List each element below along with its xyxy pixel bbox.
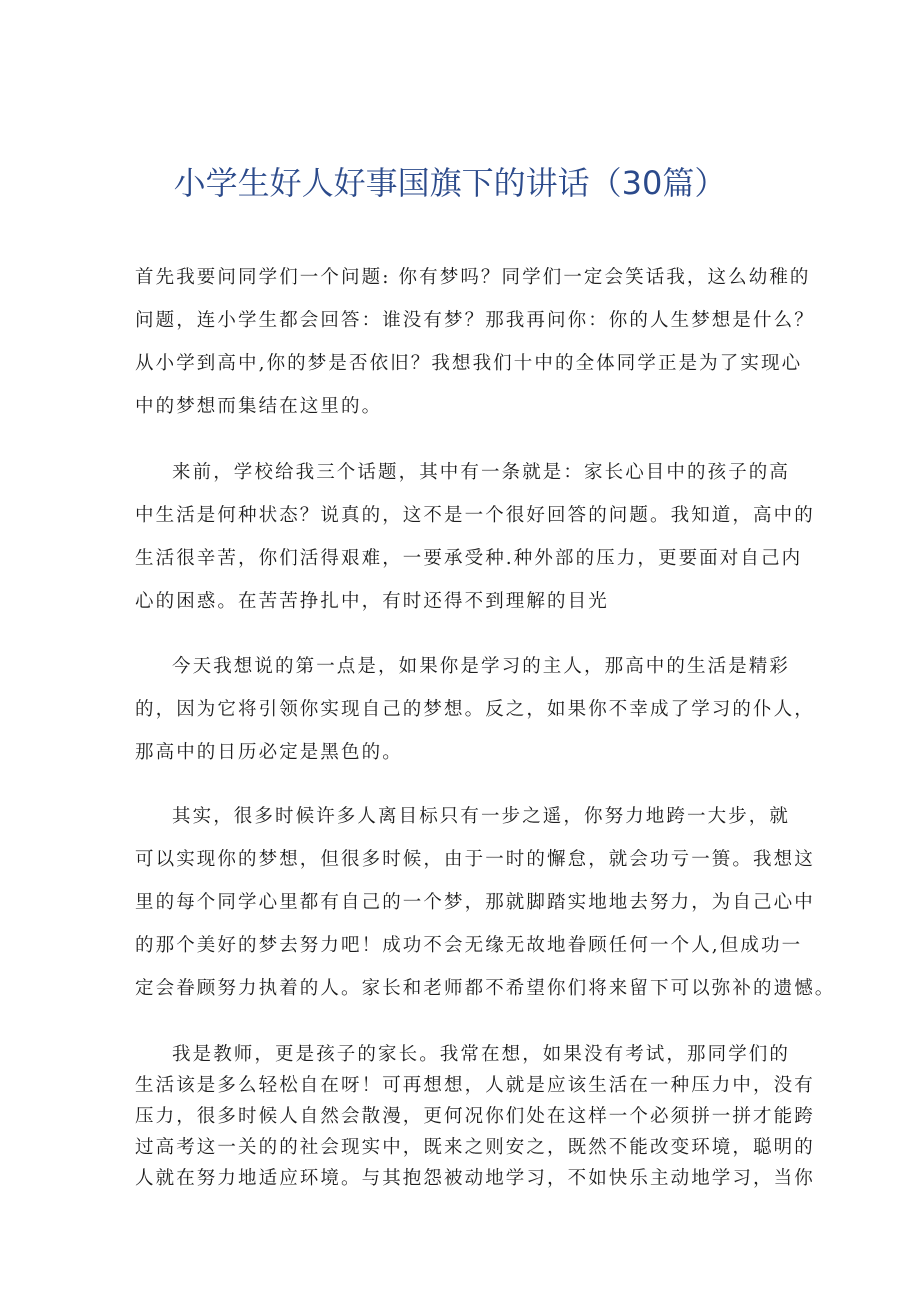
paragraph-line: 压力，很多时候人自然会散漫，更何况你们处在这样一个必须拼一拼才能跨 [135, 1106, 815, 1127]
paragraph-line: 的，因为它将引领你实现自己的梦想。反之，如果你不幸成了学习的仆人， [135, 699, 815, 720]
paragraph-line: 来前，学校给我三个话题，其中有一条就是：家长心目中的孩子的高 [172, 462, 791, 483]
paragraph-line: 我是教师，更是孩子的家长。我常在想，如果没有考试，那同学们的 [172, 1044, 791, 1065]
paragraph-line: 今天我想说的第一点是，如果你是学习的主人，那高中的生活是精彩 [172, 656, 791, 677]
paragraph-line: 生活该是多么轻松自在呀！可再想想，人就是应该生活在一种压力中，没有 [135, 1075, 815, 1096]
paragraph-line: 中生活是何种状态？说真的，这不是一个很好回答的问题。我知道，高中的 [135, 505, 815, 526]
paragraph-line: 其实，很多时候许多人离目标只有一步之遥，你努力地跨一大步，就 [172, 806, 791, 827]
paragraph-line: 中的梦想而集结在这里的。 [135, 396, 383, 417]
paragraph-line: 问题，连小学生都会回答：谁没有梦？那我再问你：你的人生梦想是什么？ [135, 310, 815, 331]
paragraph-line: 人就在努力地适应环境。与其抱怨被动地学习，不如快乐主动地学习，当你 [135, 1168, 815, 1189]
paragraph-line: 那高中的日历必定是黑色的。 [135, 742, 403, 763]
paragraph-line: 可以实现你的梦想，但很多时候，由于一时的懈怠，就会功亏一篑。我想这 [135, 849, 815, 870]
paragraph-line: 定会眷顾努力执着的人。家长和老师都不希望你们将来留下可以弥补的遗憾。 [135, 978, 836, 999]
paragraph-line: 过高考这一关的的社会现实中，既来之则安之，既然不能改变环境，聪明的 [135, 1137, 815, 1158]
paragraph-line: 首先我要问同学们一个问题: 你有梦吗？同学们一定会笑话我，这么幼稚的 [135, 267, 811, 288]
paragraph-line: 的那个美好的梦去努力吧！成功不会无缘无故地眷顾任何一个人,但成功一 [135, 935, 803, 956]
document-title: 小学生好人好事国旗下的讲话（30篇） [173, 164, 727, 202]
paragraph-line: 从小学到高中,你的梦是否依旧？我想我们十中的全体同学正是为了实现心 [135, 353, 803, 374]
paragraph-line: 生活很辛苦，你们活得艰难，一要承受种.种外部的压力，更要面对自己内 [135, 548, 803, 569]
paragraph-line: 心的困惑。在苦苦挣扎中，有时还得不到理解的目光 [135, 591, 609, 612]
paragraph-line: 里的每个同学心里都有自己的一个梦，那就脚踏实地地去努力，为自己心中 [135, 892, 815, 913]
